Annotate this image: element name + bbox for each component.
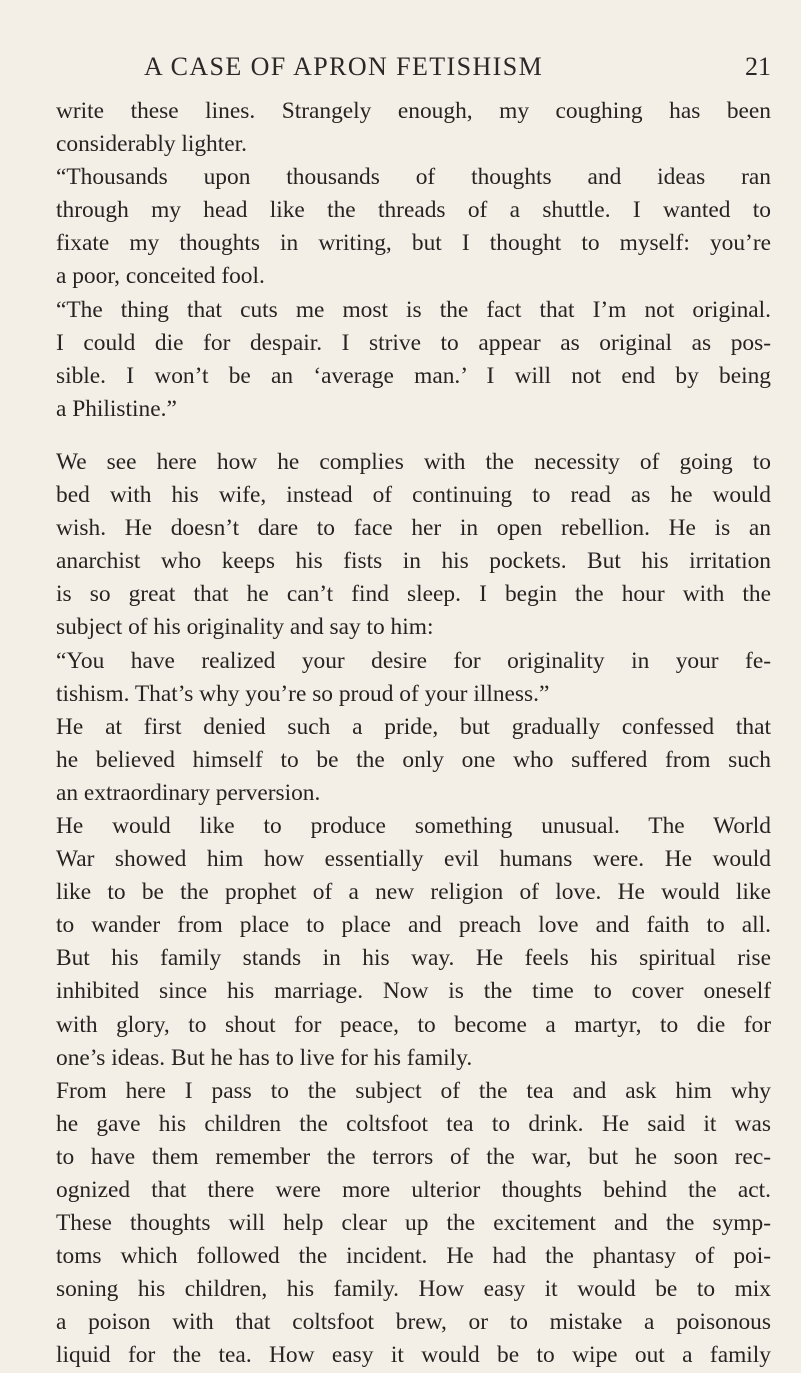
text-line: “Thousands upon thousands of thoughts and ideas ran xyxy=(56,164,771,191)
running-head-title: A CASE OF APRON FETISHISM xyxy=(144,52,544,81)
text-line: an extraordinary perversion. xyxy=(56,779,321,806)
text-line: ognized that there were more ulterior thoughts behind the act. xyxy=(56,1177,771,1203)
paragraph-block-2 xyxy=(56,446,771,1373)
text-line: These thoughts will help clear up the excitement and the symp- xyxy=(56,1210,771,1237)
text-line: one’s ideas. But he has to live for his family. xyxy=(56,1044,473,1071)
text-line: inhibited since his marriage. Now is the time to cover oneself xyxy=(56,978,771,1005)
text-line: write these lines. Strangely enough, my coughing has been xyxy=(56,98,771,124)
text-line: a poison with that coltsfoot brew, or to mistake a poisonous xyxy=(56,1309,771,1336)
text-line: He would like to produce something unusual. The World xyxy=(56,812,771,839)
paragraph-gap xyxy=(56,426,771,446)
text-line: is so great that he can’t find sleep. I begin the hour with the xyxy=(56,581,771,608)
text-line: bed with his wife, instead of continuing to read as he would xyxy=(56,482,771,509)
text-line: I could die for despair. I strive to appear as original as pos- xyxy=(56,329,771,356)
text-line: liquid for the tea. How easy it would be to wipe out a family xyxy=(56,1342,771,1369)
text-line: soning his children, his family. How easy it would be to mix xyxy=(56,1276,771,1303)
text-line: anarchist who keeps his fists in his pockets. But his irritation xyxy=(56,548,771,575)
paragraph-block-1 xyxy=(56,95,771,426)
text-line: through my head like the threads of a shuttle. I wanted to xyxy=(56,197,771,224)
body-text xyxy=(56,95,771,1373)
text-line: “You have realized your desire for originality in your fe- xyxy=(56,647,771,674)
text-line: wish. He doesn’t dare to face her in open rebellion. He is an xyxy=(56,515,771,542)
text-line: he gave his children the coltsfoot tea to drink. He said it was xyxy=(56,1110,771,1137)
text-line: toms which followed the incident. He had the phantasy of poi- xyxy=(56,1243,771,1270)
text-line: subject of his originality and say to him: xyxy=(56,614,434,641)
text-line: with glory, to shout for peace, to become a martyr, to die for xyxy=(56,1011,771,1038)
text-line: a Philistine.” xyxy=(56,395,177,422)
text-line: From here I pass to the subject of the tea and ask him why xyxy=(56,1077,771,1104)
text-line: a poor, conceited fool. xyxy=(56,263,265,290)
text-line: tishism. That’s why you’re so proud of your illness.” xyxy=(56,680,550,707)
text-line: War showed him how essentially evil humans were. He would xyxy=(56,846,771,873)
text-line: he believed himself to be the only one who suffered from such xyxy=(56,746,771,773)
text-line: fixate my thoughts in writing, but I thought to myself: you’re xyxy=(56,230,771,257)
text-line: “The thing that cuts me most is the fact that I’m not original. xyxy=(56,296,771,323)
text-line: to have them remember the terrors of the war, but he soon rec- xyxy=(56,1143,771,1170)
text-line: But his family stands in his way. He feels his spiritual rise xyxy=(56,945,771,972)
running-head xyxy=(56,52,771,92)
text-line: sible. I won’t be an ‘average man.’ I will not end by being xyxy=(56,362,771,389)
text-line: He at first denied such a pride, but gradually confessed that xyxy=(56,713,771,740)
page-number: 21 xyxy=(745,52,771,81)
text-line: considerably lighter. xyxy=(56,131,247,158)
text-line: like to be the prophet of a new religion of love. He would like xyxy=(56,879,771,906)
text-line: We see here how he complies with the necessity of going to xyxy=(56,448,771,475)
text-line: to wander from place to place and preach love and faith to all. xyxy=(56,912,771,939)
